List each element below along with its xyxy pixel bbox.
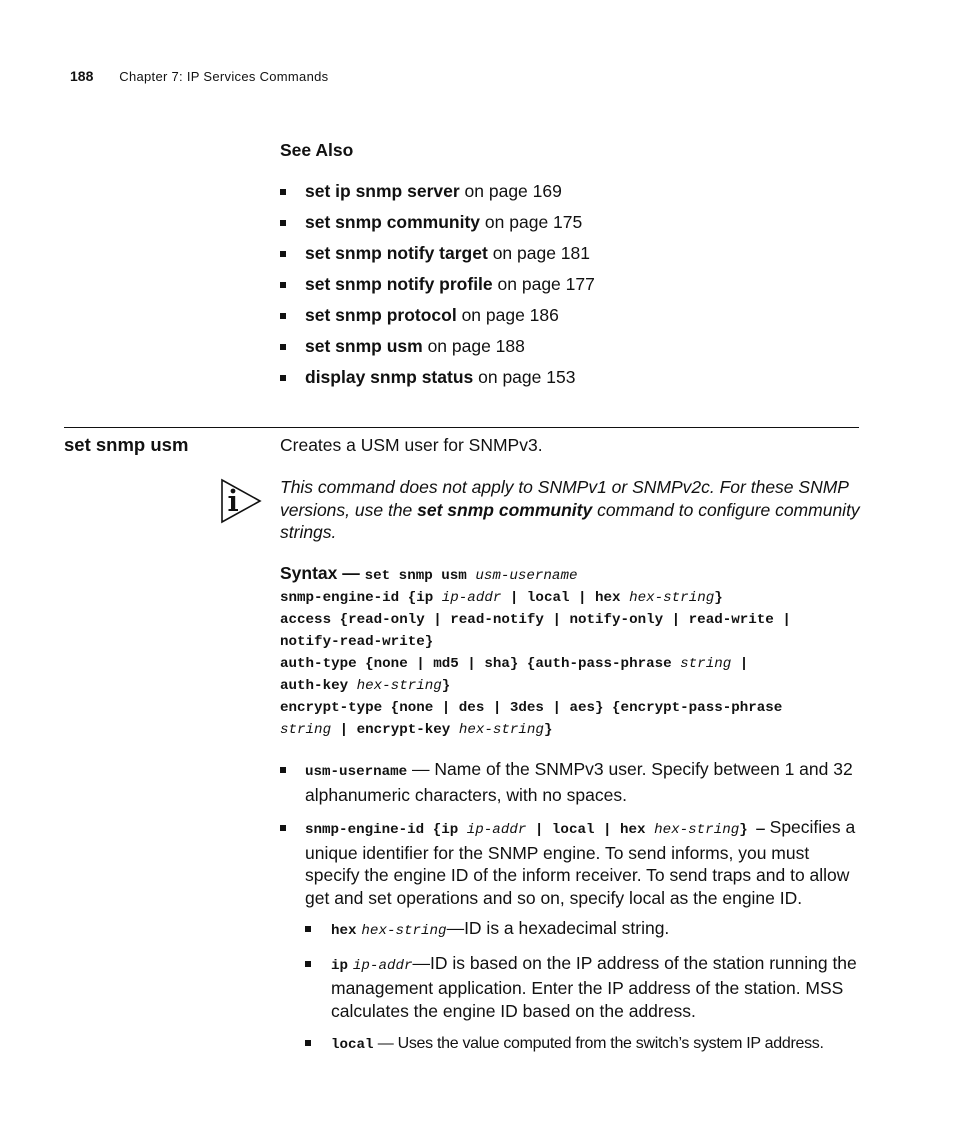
see-also-item[interactable] bbox=[280, 366, 595, 397]
see-also-item[interactable] bbox=[280, 335, 595, 366]
see-also-page-ref: on page 181 bbox=[492, 243, 591, 263]
engine-id-options bbox=[305, 917, 860, 1057]
see-also-command: set snmp community bbox=[305, 212, 481, 232]
param-keyword: } — bbox=[739, 822, 765, 838]
syntax-arg: hex-string bbox=[356, 678, 442, 694]
chapter-title: Chapter 7: IP Services Commands bbox=[119, 69, 329, 84]
page-number: 188 bbox=[70, 68, 94, 84]
see-also-item[interactable] bbox=[280, 211, 595, 242]
see-also-item[interactable] bbox=[280, 273, 595, 304]
syntax-label: Syntax bbox=[280, 563, 338, 583]
note-part-1: This command does not apply to SNMPv1 or SNMPv2c. For these SNMP versions, use the bbox=[280, 477, 849, 520]
syntax-keyword: snmp-engine-id {ip bbox=[280, 590, 442, 606]
param-keyword: | local | hex bbox=[526, 822, 655, 838]
option-ip bbox=[305, 952, 860, 1023]
option-description: —ID is based on the IP address of the station running the management application. Enter the IP address of the station. MSS calculates the engine ID based on the address. bbox=[331, 952, 857, 1021]
see-also-item[interactable] bbox=[280, 180, 595, 211]
note-icon bbox=[220, 478, 262, 524]
param-description: — Name of the SNMPv3 user. Specify between 1 and 32 alphanumeric characters, with no spaces. bbox=[305, 759, 853, 805]
option-arg: hex-string bbox=[361, 923, 447, 939]
see-also-command: set ip snmp server bbox=[305, 181, 460, 201]
running-header bbox=[70, 68, 328, 84]
syntax-arg: hex-string bbox=[629, 590, 715, 606]
option-arg: ip-addr bbox=[352, 957, 413, 974]
syntax-keyword: auth-type {none | md5 | sha} {auth-pass-phrase bbox=[280, 656, 681, 672]
see-also-page-ref: on page 169 bbox=[464, 181, 562, 201]
syntax-dash: — bbox=[337, 563, 365, 583]
see-also-page-ref: on page 186 bbox=[461, 305, 559, 325]
param-usm-username bbox=[280, 758, 860, 806]
param-description: Specifies a unique identifier for the SNMP engine. To send informs, you must specify the engine ID of the inform receiver. To send traps and to allow get and set operations and so on, specify local as the engine ID. bbox=[305, 817, 856, 908]
option-hex bbox=[305, 917, 860, 943]
note-text bbox=[280, 476, 860, 544]
see-also-command: set snmp notify target bbox=[305, 243, 488, 263]
param-snmp-engine-id bbox=[280, 816, 860, 1057]
param-name bbox=[305, 822, 765, 838]
option-keyword: ip bbox=[331, 957, 349, 974]
syntax-line: encrypt-type {none | des | 3des | aes} {encrypt-pass-phrase bbox=[280, 700, 783, 716]
see-also-command: set snmp notify profile bbox=[305, 274, 493, 294]
note-part-2: command to configure community strings. bbox=[280, 499, 860, 542]
note-command: set snmp community bbox=[417, 499, 593, 520]
syntax-keyword: | bbox=[731, 656, 749, 672]
see-also-item[interactable] bbox=[280, 242, 595, 273]
syntax-arg: hex-string bbox=[458, 722, 544, 738]
syntax-block bbox=[280, 562, 860, 741]
option-description: —ID is a hexadecimal string. bbox=[446, 918, 670, 938]
see-also-page-ref: on page 188 bbox=[427, 336, 525, 356]
syntax-arg: string bbox=[680, 656, 732, 672]
syntax-keyword: } bbox=[543, 722, 553, 738]
syntax-keyword: auth-key bbox=[280, 678, 357, 694]
option-keyword: local bbox=[331, 1037, 374, 1053]
syntax-line: notify-read-write} bbox=[280, 634, 434, 650]
section-divider bbox=[64, 427, 859, 428]
see-also-list bbox=[280, 180, 595, 397]
syntax-line: access {read-only | read-notify | notify-only | read-write | bbox=[280, 612, 791, 628]
syntax-arg: string bbox=[280, 722, 332, 738]
syntax-keyword: | local | hex bbox=[501, 590, 630, 606]
option-local bbox=[305, 1031, 860, 1057]
syntax-keyword: } bbox=[714, 590, 723, 606]
param-keyword: snmp-engine-id {ip bbox=[305, 822, 467, 838]
parameter-list bbox=[280, 758, 860, 1067]
see-also-heading: See Also bbox=[280, 140, 354, 160]
section-description: Creates a USM user for SNMPv3. bbox=[280, 435, 543, 455]
see-also-item[interactable] bbox=[280, 304, 595, 335]
param-arg: hex-string bbox=[654, 822, 740, 838]
see-also-page-ref: on page 153 bbox=[478, 367, 576, 387]
param-name: usm-username bbox=[305, 764, 408, 780]
param-arg: ip-addr bbox=[466, 822, 527, 838]
see-also-page-ref: on page 175 bbox=[484, 212, 583, 232]
syntax-keyword: | encrypt-key bbox=[331, 722, 459, 738]
syntax-arg: usm-username bbox=[475, 568, 578, 584]
see-also-page-ref: on page 177 bbox=[497, 274, 595, 294]
section-title: set snmp usm bbox=[64, 434, 189, 455]
syntax-arg: ip-addr bbox=[441, 590, 502, 606]
option-keyword: hex bbox=[331, 923, 357, 939]
option-description: — Uses the value computed from the switch’s system IP address. bbox=[373, 1035, 824, 1052]
see-also-command: display snmp status bbox=[305, 367, 474, 387]
syntax-keyword: } bbox=[441, 678, 451, 694]
see-also-command: set snmp usm bbox=[305, 336, 423, 356]
syntax-keyword: set snmp usm bbox=[364, 568, 476, 584]
see-also-command: set snmp protocol bbox=[305, 305, 457, 325]
